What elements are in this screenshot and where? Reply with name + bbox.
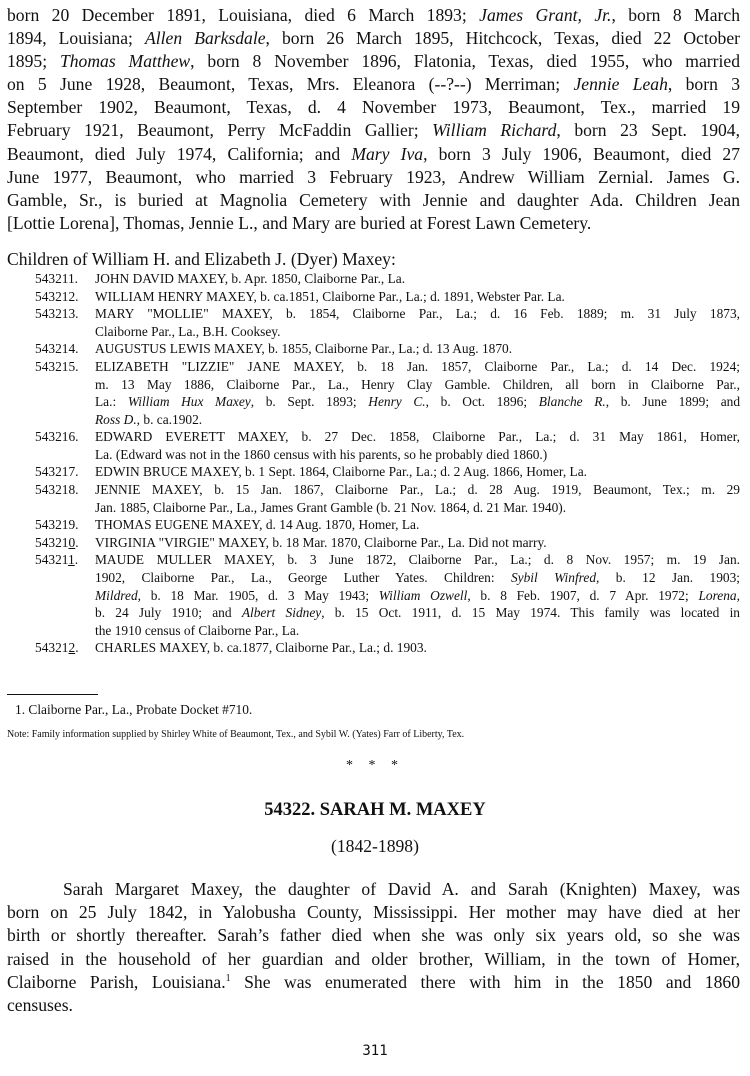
text-run: 1902, Claiborne Par., La., George Luther Yates. Children: (95, 570, 511, 586)
entry-number (35, 516, 79, 534)
text-run: VIRGINIA "VIRGIE" MAXEY, b. 18 Mar. 1870, Claiborne Par., La. Did not marry. (95, 534, 547, 550)
entry-line (95, 288, 740, 306)
paragraph-line (7, 901, 740, 924)
child-entry (7, 305, 740, 340)
text-run: , born 8 November 1896, Flatonia, Texas, died 1955, who married (190, 51, 740, 72)
child-entry (7, 288, 740, 306)
entry-number (35, 534, 79, 552)
text-run: Claiborne Par., La., B.H. Cooksey. (95, 323, 281, 339)
entry-text (95, 516, 740, 534)
text-run: CHARLES MAXEY, b. ca.1877, Claiborne Par., La.; d. 1903. (95, 640, 427, 656)
entry-line (95, 305, 740, 323)
text-run: THOMAS EUGENE MAXEY, d. 14 Aug. 1870, Homer, La. (95, 517, 420, 533)
entry-line (95, 639, 740, 657)
text-run: , b. ca.1902. (136, 411, 203, 427)
entry-text (95, 305, 740, 340)
text-run: censuses. (7, 995, 73, 1016)
entry-line (95, 587, 740, 605)
underlined-digit: 0 (68, 534, 76, 550)
text-run: , born 3 (667, 74, 740, 95)
entry-number (35, 340, 79, 358)
child-entry (7, 639, 740, 657)
text-run: La.: (95, 394, 128, 410)
intro-line (7, 73, 740, 96)
intro-line (7, 4, 740, 27)
italic-name: Mildred (95, 587, 138, 603)
text-run: WILLIAM HENRY MAXEY, b. ca.1851, Claiborne Par., La.; d. 1891, Webster Par. La. (95, 288, 565, 304)
entry-line (95, 534, 740, 552)
text-run: 543218. (35, 482, 79, 498)
entry-line (95, 622, 740, 640)
text-run: , born 26 March 1895, Hitchcock, Texas, died 22 October (265, 28, 741, 49)
entry-number (35, 463, 79, 481)
text-run: 54321 (35, 640, 69, 656)
text-run: , b. 15 Oct. 1911, d. 15 May 1974. This family was located in (321, 605, 740, 621)
entry-text (95, 463, 740, 481)
entry-number (35, 358, 79, 376)
child-entry (7, 428, 740, 463)
text-run: ELIZABETH "LIZZIE" JANE MAXEY, b. 18 Jan. 1857, Claiborne Par., La.; d. 14 Dec. 1924; (95, 358, 740, 374)
entry-number (35, 551, 78, 569)
italic-name: James Grant, Jr. (479, 5, 612, 25)
italic-name: Allen Barksdale (145, 28, 266, 49)
text-run: JENNIE MAXEY, b. 15 Jan. 1867, Claiborne Par., La.; d. 28 Aug. 1919, Beaumont, Tex.; m. 29 (95, 482, 740, 498)
page-number: 311 (362, 1043, 388, 1059)
text-run: , b. June 1899; and (605, 394, 741, 410)
entry-text (95, 288, 740, 306)
entry-line (95, 499, 740, 517)
text-run: 1895; (7, 51, 60, 72)
text-run: JOHN DAVID MAXEY, b. Apr. 1850, Claiborne Par., La. (95, 270, 406, 286)
entry-line (95, 446, 740, 464)
entry-line (95, 340, 740, 358)
italic-name: William Hux Maxey (127, 394, 251, 410)
entry-number (35, 305, 79, 323)
section-paragraph (7, 878, 740, 1017)
paragraph-line (7, 994, 740, 1017)
entry-line (95, 516, 740, 534)
text-run: , b. 12 Jan. 1903; (596, 570, 740, 586)
text-run: Claiborne Parish, Louisiana. (7, 971, 226, 992)
entry-number (35, 270, 78, 288)
text-run: 543212. (35, 288, 79, 304)
entry-line (95, 604, 740, 622)
text-run: , born 23 Sept. 1904, (556, 120, 740, 141)
text-run: the 1910 census of Claiborne Par., La. (95, 622, 300, 638)
italic-name: William Ozwell (378, 587, 468, 603)
text-run: , b. 8 Feb. 1907, d. 7 Apr. 1972; (467, 587, 699, 603)
section-title: 54322. SARAH M. MAXEY (264, 800, 486, 820)
entry-text (95, 534, 740, 552)
paragraph-line (7, 878, 740, 901)
text-run: Jan. 1885, Claiborne Par., La., James Grant Gamble (b. 21 Nov. 1864, d. 21 Mar. 1940). (95, 499, 567, 515)
intro-line (7, 143, 740, 166)
text-run: 543219. (35, 517, 79, 533)
text-run: MAUDE MULLER MAXEY, b. 3 June 1872, Claiborne Par., La.; d. 8 Nov. 1957; m. 19 Jan. (95, 552, 740, 568)
italic-name: William Richard (432, 120, 557, 141)
text-run: 543213. (35, 306, 79, 322)
italic-name: Albert Sidney (241, 605, 322, 621)
child-entry (7, 516, 740, 534)
text-run: 543215. (35, 358, 79, 374)
children-list (7, 270, 740, 657)
child-entry (7, 463, 740, 481)
text-run: Sarah Margaret Maxey, the daughter of David A. and Sarah (Knighten) Maxey, was (63, 879, 740, 899)
child-entry (7, 358, 740, 428)
intro-line (7, 27, 740, 50)
footnote-ref: 1 (225, 972, 231, 984)
section-dates: (1842-1898) (331, 836, 419, 856)
intro-line (7, 50, 740, 73)
entry-line (95, 393, 740, 411)
text-run: , born 8 March (611, 5, 740, 25)
entry-line (95, 428, 740, 446)
entry-line (95, 551, 740, 569)
entry-line (95, 569, 740, 587)
text-run: . (74, 552, 79, 568)
italic-name: Thomas Matthew (59, 51, 191, 72)
text-run: , born 3 July 1906, Beaumont, died 27 (423, 143, 740, 164)
child-entry (7, 534, 740, 552)
text-run: MARY "MOLLIE" MAXEY, b. 1854, Claiborne Par., La.; d. 16 Feb. 1889; m. 31 July 1873, (95, 306, 740, 322)
text-run: born on 25 July 1842, in Yalobusha County, Mississippi. Her mother may have died at her (7, 902, 740, 923)
text-run: 543217. (35, 464, 79, 480)
text-run: 543216. (35, 429, 79, 445)
family-info-note: Note: Family information supplied by Shirley White of Beaumont, Tex., and Sybil W. (Yates) Farr of Liberty, Tex. (7, 729, 465, 740)
intro-line (7, 212, 740, 235)
entry-text (95, 270, 740, 288)
children-heading: Children of William H. and Elizabeth J. (Dyer) Maxey: (7, 248, 396, 269)
text-run: , b. Sept. 1893; (250, 394, 369, 410)
text-run: She was enumerated there with him in the 1850 and 1860 (230, 971, 740, 992)
text-run: b. 24 July 1910; and (95, 605, 242, 621)
text-run: EDWARD EVERETT MAXEY, b. 27 Dec. 1858, Claiborne Par., La.; d. 31 May 1861, Homer, (95, 429, 740, 445)
italic-name: Mary Iva (351, 143, 424, 164)
entry-text (95, 428, 740, 463)
text-run: September 1902, Beaumont, Texas, d. 4 November 1973, Beaumont, Tex., married 19 (7, 97, 740, 118)
child-entry (7, 270, 740, 288)
text-run: 54321 (35, 552, 68, 568)
child-entry (7, 481, 740, 516)
paragraph-line (7, 924, 740, 947)
entry-text (95, 358, 740, 428)
entry-line (95, 270, 740, 288)
entry-text (95, 481, 740, 516)
italic-name: Lorena (698, 587, 737, 603)
intro-line (7, 96, 740, 119)
text-run: m. 13 May 1886, Claiborne Par., La., Henry Clay Gamble. Children, all born in Claiborne Par., (95, 376, 740, 392)
child-entry (7, 340, 740, 358)
section-separator: * * * (346, 758, 404, 773)
entry-text (95, 340, 740, 358)
text-run: Beaumont, died July 1974, California; and (7, 143, 352, 164)
entry-line (95, 376, 740, 394)
entry-number (35, 639, 79, 657)
entry-number (35, 481, 79, 499)
text-run: 54321 (35, 534, 69, 550)
text-run: Gamble, Sr., is buried at Magnolia Cemetery with Jennie and daughter Ada. Children Jean (7, 189, 740, 210)
text-run: [Lottie Lorena], Thomas, Jennie L., and Mary are buried at Forest Lawn Cemetery. (7, 212, 592, 233)
footnote-rule (7, 694, 98, 695)
text-run: June 1977, Beaumont, who married 3 February 1923, Andrew William Zernial. James G. (7, 166, 740, 187)
text-run: birth or shortly thereafter. Sarah’s father died when she was only six years old, so she was (7, 925, 740, 946)
entry-line (95, 358, 740, 376)
entry-line (95, 481, 740, 499)
underlined-digit: 2 (68, 640, 76, 656)
intro-line (7, 166, 740, 189)
text-run: . (75, 534, 79, 550)
entry-line (95, 323, 740, 341)
underlined-digit: 1 (67, 552, 75, 568)
paragraph-line (7, 948, 740, 971)
child-entry (7, 551, 740, 639)
italic-name: Henry C. (368, 394, 426, 410)
text-run: 543211. (35, 270, 79, 286)
text-run: , (736, 587, 740, 603)
text-run: EDWIN BRUCE MAXEY, b. 1 Sept. 1864, Claiborne Par., La.; d. 2 Aug. 1866, Homer, La. (95, 464, 588, 480)
entry-number (35, 428, 79, 446)
page-content (7, 4, 740, 657)
intro-paragraph (7, 4, 740, 235)
italic-name: Blanche R. (538, 394, 606, 410)
footnote: 1. Claiborne Par., La., Probate Docket #710. (15, 702, 253, 717)
text-run: , b. 18 Mar. 1905, d. 3 May 1943; (137, 587, 379, 603)
text-run: . (75, 640, 79, 656)
entry-text (95, 551, 740, 639)
intro-line (7, 119, 740, 142)
text-run: , b. Oct. 1896; (425, 394, 539, 410)
text-run: 543214. (35, 341, 79, 357)
italic-name: Sybil Winfred (510, 570, 597, 586)
text-run: February 1921, Beaumont, Perry McFaddin Gallier; (7, 120, 433, 141)
text-run: on 5 June 1928, Beaumont, Texas, Mrs. Eleanora (--?--) Merriman; (7, 74, 574, 95)
text-run: 1894, Louisiana; (7, 28, 145, 49)
text-run: raised in the household of her guardian and older brother, William, in the town of Homer, (7, 948, 740, 969)
text-run: born 20 December 1891, Louisiana, died 6 March 1893; (7, 5, 480, 25)
entry-line (95, 411, 740, 429)
text-run: La. (Edward was not in the 1860 census with his parents, so he probably died 1860.) (95, 446, 548, 462)
entry-line (95, 463, 740, 481)
paragraph-line (7, 971, 740, 994)
italic-name: Jennie Leah (573, 74, 668, 95)
text-run: AUGUSTUS LEWIS MAXEY, b. 1855, Claiborne Par., La.; d. 13 Aug. 1870. (95, 341, 513, 357)
intro-line (7, 189, 740, 212)
entry-text (95, 639, 740, 657)
entry-number (35, 288, 79, 306)
italic-name: Ross D. (95, 411, 137, 427)
